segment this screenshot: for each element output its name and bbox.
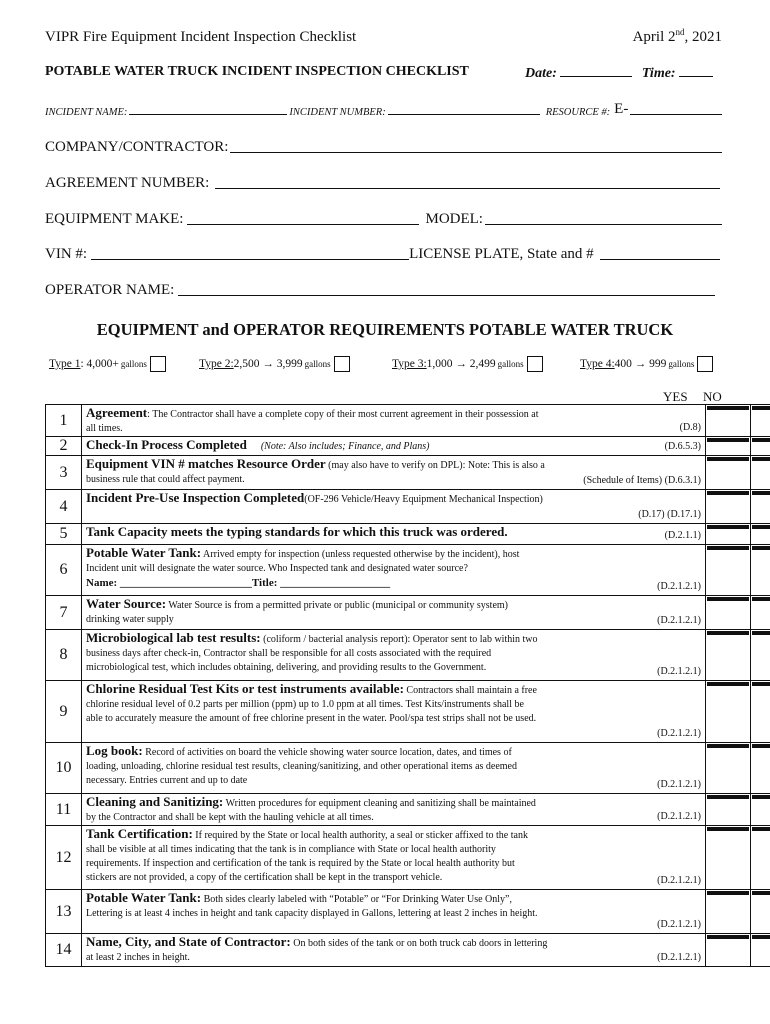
item-number: 7 <box>46 596 82 630</box>
yes-checkbox-cell[interactable] <box>706 437 751 456</box>
item-number: 2 <box>46 437 82 456</box>
time-field[interactable] <box>679 64 713 77</box>
item-description <box>82 630 706 681</box>
resource-prefix: E- <box>614 101 629 117</box>
section-title: EQUIPMENT and OPERATOR REQUIREMENTS POTABLE WATER TRUCK <box>96 320 674 339</box>
company-field[interactable] <box>230 138 722 153</box>
item-text: Water Source is from a permitted private or public (municipal or community system) <box>166 600 509 611</box>
type-label: Type 3: <box>392 358 427 370</box>
item-first-line <box>86 935 702 951</box>
yes-checkbox[interactable] <box>707 525 749 529</box>
type-unit: gallons <box>304 359 331 369</box>
item-heading: Microbiological lab test results: <box>86 631 261 645</box>
no-checkbox-cell[interactable] <box>751 934 770 967</box>
checklist-row <box>46 437 770 456</box>
type-4-option <box>580 356 713 372</box>
yes-checkbox-cell[interactable] <box>706 545 751 596</box>
item-text: stickers are not provided, a copy of the certification shall be kept in the transport vehicle. <box>86 872 443 883</box>
type-3-option <box>392 356 543 372</box>
type-1-checkbox[interactable] <box>150 356 166 372</box>
no-checkbox[interactable] <box>752 457 770 461</box>
yes-checkbox-cell[interactable] <box>706 596 751 630</box>
no-checkbox[interactable] <box>752 631 770 635</box>
model-label: MODEL: <box>425 211 483 227</box>
type-range: 400 → 999 <box>614 358 667 370</box>
item-heading: Chlorine Residual Test Kits or test instruments available: <box>86 682 404 696</box>
checklist-row <box>46 826 770 890</box>
vin-license-row <box>45 245 720 263</box>
item-reference: (D.2.1.2.1) <box>657 581 701 592</box>
item-text: microbiological test, which includes obtaining, delivering, and providing results to the Government. <box>86 662 487 673</box>
item-number: 3 <box>46 456 82 490</box>
item-text: Record of activities on board the vehicle showing water source location, dates, and times of <box>142 747 512 758</box>
type-unit: gallons <box>497 359 524 369</box>
yes-checkbox-cell[interactable] <box>706 794 751 826</box>
type-3-checkbox[interactable] <box>527 356 543 372</box>
item-reference: (D.2.1.2.1) <box>657 875 701 886</box>
checklist-row <box>46 934 770 967</box>
item-text: (Note: Also includes; Finance, and Plans) <box>260 441 430 452</box>
no-checkbox[interactable] <box>752 827 770 831</box>
item-description <box>82 490 706 524</box>
checklist-row <box>46 545 770 596</box>
checklist-row <box>46 890 770 934</box>
no-checkbox[interactable] <box>752 491 770 495</box>
item-reference: (D.8) <box>679 422 701 433</box>
item-text: Written procedures for equipment cleaning and sanitizing shall be maintained <box>223 798 536 809</box>
item-number: 13 <box>46 890 82 934</box>
time-label: Time: <box>641 66 676 81</box>
item-heading: Tank Capacity meets the typing standards for which this truck was ordered. <box>86 525 508 539</box>
no-checkbox[interactable] <box>752 597 770 601</box>
agreement-row <box>45 174 720 192</box>
no-checkbox[interactable] <box>752 935 770 939</box>
item-heading: Tank Certification: <box>86 827 193 841</box>
item-reference: (D.2.1.2.1) <box>657 811 701 822</box>
item-reference: (D.2.1.2.1) <box>657 615 701 626</box>
item-reference: (D.2.1.2.1) <box>657 666 701 677</box>
operator-label: OPERATOR NAME: <box>45 282 175 298</box>
item-reference: (D.6.5.3) <box>664 441 701 452</box>
item-number: 1 <box>46 405 82 437</box>
item-text: If required by the State or local health authority, a seal or sticker affixed to the tank <box>192 830 528 841</box>
no-checkbox-cell[interactable] <box>751 405 770 437</box>
vin-label: VIN #: <box>45 246 88 262</box>
item-description <box>82 596 706 630</box>
item-text: Contractors shall maintain a free <box>403 685 537 696</box>
yes-header: YES <box>663 389 688 404</box>
item-heading: Equipment VIN # matches Resource Order <box>86 457 326 471</box>
item-first-line <box>86 546 702 562</box>
type-label: Type 1 <box>49 358 81 370</box>
item-text: drinking water supply <box>86 614 174 625</box>
item-heading: Incident Pre-Use Inspection Completed <box>86 491 305 505</box>
type-label: Type 4: <box>580 358 615 370</box>
checklist-table <box>45 404 770 967</box>
license-label: LICENSE PLATE, State and # <box>409 246 594 262</box>
date-time-fields <box>525 64 713 82</box>
item-description <box>82 826 706 890</box>
item-description <box>82 524 706 545</box>
yes-checkbox[interactable] <box>707 795 749 799</box>
no-checkbox-cell[interactable] <box>751 524 770 545</box>
make-model-row <box>45 210 722 228</box>
agreement-field[interactable] <box>215 174 720 189</box>
item-reference: (D.2.1.2.1) <box>657 779 701 790</box>
item-first-line <box>86 597 702 613</box>
no-checkbox[interactable] <box>752 406 770 410</box>
checklist-row <box>46 490 770 524</box>
type-4-checkbox[interactable] <box>697 356 713 372</box>
yes-checkbox-cell[interactable] <box>706 890 751 934</box>
item-description <box>82 890 706 934</box>
item-number: 8 <box>46 630 82 681</box>
no-checkbox[interactable] <box>752 438 770 442</box>
yes-checkbox-cell[interactable] <box>706 743 751 794</box>
checklist-row <box>46 630 770 681</box>
item-first-line <box>86 491 702 507</box>
item-description <box>82 743 706 794</box>
type-label: Type 2: <box>199 358 234 370</box>
item-description <box>82 794 706 826</box>
yes-checkbox-cell[interactable] <box>706 681 751 743</box>
checklist-row <box>46 405 770 437</box>
type-range: : 4,000+ <box>80 358 119 370</box>
no-checkbox-cell[interactable] <box>751 794 770 826</box>
item-number: 6 <box>46 545 82 596</box>
company-label: COMPANY/CONTRACTOR: <box>45 139 229 155</box>
yes-checkbox[interactable] <box>707 406 749 410</box>
checklist-row <box>46 681 770 743</box>
checklist-row <box>46 794 770 826</box>
yes-checkbox[interactable] <box>707 827 749 831</box>
item-text: On both sides of the tank or on both truck cab doors in lettering <box>290 938 548 949</box>
yes-checkbox[interactable] <box>707 744 749 748</box>
item-description <box>82 456 706 490</box>
item-heading: Check-In Process Completed <box>86 438 247 452</box>
no-header: NO <box>703 389 722 404</box>
no-checkbox-cell[interactable] <box>751 545 770 596</box>
type-1-option <box>49 356 166 372</box>
incident-number-field[interactable] <box>388 100 540 115</box>
item-text: Lettering is at least 4 inches in height and tank capacity displayed in Gallons, lettering at least 2 inches in height. <box>86 908 538 919</box>
item-reference: (D.2.1.1) <box>664 530 701 541</box>
date-field[interactable] <box>560 64 632 77</box>
no-checkbox-cell[interactable] <box>751 630 770 681</box>
item-first-line <box>86 827 702 843</box>
incident-name-field[interactable] <box>129 100 287 115</box>
item-text: business rule that could affect payment. <box>86 474 245 485</box>
item-first-line <box>86 744 702 760</box>
no-checkbox[interactable] <box>752 891 770 895</box>
item-text: chlorine residual level of 0.2 parts per million (ppm) up to 1.0 ppm at all times. Test Kits/instruments shall be <box>86 699 524 710</box>
item-number: 5 <box>46 524 82 545</box>
item-text: : The Contractor shall have a complete copy of their most current agreement in their possession at <box>147 409 539 420</box>
item-number: 12 <box>46 826 82 890</box>
yes-checkbox-cell[interactable] <box>706 934 751 967</box>
incident-row <box>45 100 722 118</box>
item-first-line <box>86 406 702 422</box>
item-text: by the Contractor and shall be kept with the hauling vehicle at all times. <box>86 812 374 823</box>
no-checkbox-cell[interactable] <box>751 743 770 794</box>
type-2-checkbox[interactable] <box>334 356 350 372</box>
item-text: shall be visible at all times indicating that the tank is in compliance with State or local health authority <box>86 844 496 855</box>
checklist-row <box>46 456 770 490</box>
checklist-row <box>46 596 770 630</box>
no-checkbox-cell[interactable] <box>751 456 770 490</box>
no-checkbox[interactable] <box>752 744 770 748</box>
item-text: all times. <box>86 423 123 434</box>
yes-checkbox[interactable] <box>707 631 749 635</box>
no-checkbox-cell[interactable] <box>751 826 770 890</box>
item-heading: Water Source: <box>86 597 167 611</box>
vin-field[interactable] <box>91 245 409 260</box>
item-text: (OF-296 Vehicle/Heavy Equipment Mechanical Inspection) <box>304 494 543 505</box>
item-first-line <box>86 631 702 647</box>
item-reference: (Schedule of Items) (D.6.3.1) <box>583 475 701 486</box>
checklist-title: POTABLE WATER TRUCK INCIDENT INSPECTION CHECKLIST <box>45 64 469 79</box>
item-text: at least 2 inches in height. <box>86 952 190 963</box>
yes-checkbox[interactable] <box>707 935 749 939</box>
item-number: 10 <box>46 743 82 794</box>
item-number: 14 <box>46 934 82 967</box>
yes-checkbox[interactable] <box>707 491 749 495</box>
agreement-label: AGREEMENT NUMBER: <box>45 175 210 191</box>
item-reference: (D.2.1.2.1) <box>657 728 701 739</box>
yes-checkbox-cell[interactable] <box>706 490 751 524</box>
no-checkbox-cell[interactable] <box>751 490 770 524</box>
no-checkbox[interactable] <box>752 525 770 529</box>
yes-checkbox-cell[interactable] <box>706 524 751 545</box>
item-first-line <box>86 682 702 698</box>
yes-checkbox-cell[interactable] <box>706 456 751 490</box>
resource-label: RESOURCE #: <box>545 107 611 118</box>
type-range: 2,500 → 3,999 <box>233 358 303 370</box>
item-heading: Potable Water Tank: <box>86 546 202 560</box>
item-text: Both sides clearly labeled with “Potable” or “For Drinking Water Use Only”, <box>201 894 512 905</box>
incident-number-label: INCIDENT NUMBER: <box>289 107 386 118</box>
yes-checkbox[interactable] <box>707 438 749 442</box>
item-number: 9 <box>46 681 82 743</box>
item-heading: Cleaning and Sanitizing: <box>86 795 224 809</box>
yes-checkbox[interactable] <box>707 891 749 895</box>
item-first-line <box>86 891 702 907</box>
checklist-row <box>46 743 770 794</box>
yes-checkbox[interactable] <box>707 682 749 686</box>
item-description <box>82 681 706 743</box>
item-text: able to accurately measure the amount of free chlorine present in the water. Pool/spa test strips shall not be used. <box>86 713 537 724</box>
item-first-line <box>86 795 702 811</box>
item-first-line <box>86 525 702 541</box>
yes-checkbox-cell[interactable] <box>706 630 751 681</box>
license-field[interactable] <box>600 245 720 260</box>
type-unit: gallons <box>668 359 695 369</box>
no-checkbox-cell[interactable] <box>751 596 770 630</box>
item-description <box>82 405 706 437</box>
item-text: Arrived empty for inspection (unless requested otherwise by the incident), host <box>201 549 520 560</box>
no-checkbox[interactable] <box>752 546 770 550</box>
item-text: requirements. If inspection and certification of the tank is required by the State or local health authority but <box>86 858 515 869</box>
item-heading: Agreement <box>86 406 148 420</box>
model-field[interactable] <box>485 210 722 225</box>
item-heading: Log book: <box>86 744 143 758</box>
item-first-line <box>86 438 702 454</box>
item-text: Name: ________________________Title: ____________________ <box>86 577 391 589</box>
operator-field[interactable] <box>178 281 715 296</box>
type-range: 1,000 → 2,499 <box>426 358 496 370</box>
no-checkbox-cell[interactable] <box>751 437 770 456</box>
resource-field[interactable] <box>630 100 722 115</box>
item-number: 11 <box>46 794 82 826</box>
document-date: April 2nd, 2021 <box>632 27 722 45</box>
make-label: EQUIPMENT MAKE: <box>45 211 184 227</box>
item-description <box>82 934 706 967</box>
no-checkbox-cell[interactable] <box>751 681 770 743</box>
item-reference: (D.17) (D.17.1) <box>638 509 701 520</box>
yes-checkbox[interactable] <box>707 597 749 601</box>
type-2-option <box>199 356 350 372</box>
yes-checkbox-cell[interactable] <box>706 826 751 890</box>
yes-checkbox-cell[interactable] <box>706 405 751 437</box>
checklist-row <box>46 524 770 545</box>
item-description <box>82 545 706 596</box>
item-number: 4 <box>46 490 82 524</box>
no-checkbox-cell[interactable] <box>751 890 770 934</box>
no-checkbox[interactable] <box>752 795 770 799</box>
document-title: VIPR Fire Equipment Incident Inspection Checklist <box>45 29 357 45</box>
item-description <box>82 437 706 456</box>
yes-checkbox[interactable] <box>707 546 749 550</box>
item-text: (may also have to verify on DPL): Note: This is also a <box>325 460 545 471</box>
incident-name-label: INCIDENT NAME: <box>45 107 128 118</box>
item-reference: (D.2.1.2.1) <box>657 919 701 930</box>
item-reference: (D.2.1.2.1) <box>657 952 701 963</box>
type-unit: gallons <box>120 359 147 369</box>
item-text: (coliform / bacterial analysis report): Operator sent to lab within two <box>260 634 538 645</box>
operator-row <box>45 281 715 299</box>
item-text: Incident unit will designate the water source. Who Inspected tank and designated water source? <box>86 563 468 574</box>
item-first-line <box>86 457 702 473</box>
company-row <box>45 138 722 156</box>
make-field[interactable] <box>187 210 419 225</box>
item-text: necessary. Entries current and up to date <box>86 775 248 786</box>
item-text: loading, unloading, chlorine residual test results, cleaning/sanitizing, and other operational items as deemed <box>86 761 517 772</box>
item-text: business days after check-in, Contractor shall be responsible for all costs associated with the required <box>86 648 492 659</box>
date-label: Date: <box>525 66 557 81</box>
no-checkbox[interactable] <box>752 682 770 686</box>
item-heading: Name, City, and State of Contractor: <box>86 935 291 949</box>
item-heading: Potable Water Tank: <box>86 891 202 905</box>
yes-checkbox[interactable] <box>707 457 749 461</box>
